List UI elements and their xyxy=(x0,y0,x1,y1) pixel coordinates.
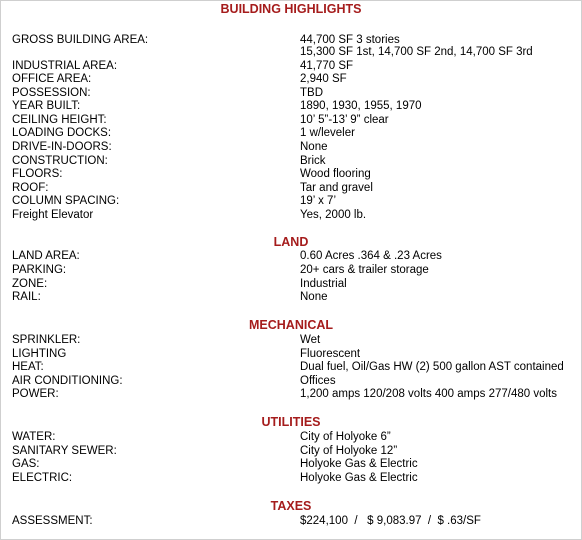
label-year-built: YEAR BUILT: xyxy=(12,100,81,112)
label-drive-in-doors: DRIVE-IN-DOORS: xyxy=(12,141,112,153)
value-floor-breakdown: 15,300 SF 1st, 14,700 SF 2nd, 14,700 SF 3rd xyxy=(300,46,533,58)
value-loading-docks: 1 w/leveler xyxy=(300,127,355,139)
value-drive-in-doors: None xyxy=(300,141,328,153)
label-possession: POSSESSION: xyxy=(12,87,91,99)
value-industrial-area: 41,770 SF xyxy=(300,60,354,72)
value-freight-elevator: Yes, 2000 lb. xyxy=(300,209,367,221)
value-heat: Dual fuel, Oil/Gas HW (2) 500 gallon AST contained xyxy=(300,361,564,373)
section-heading-utilities: UTILITIES xyxy=(261,415,321,429)
value-gas: Holyoke Gas & Electric xyxy=(300,458,418,470)
value-power: 1,200 amps 120/208 volts 400 amps 277/480 volts xyxy=(300,388,558,400)
value-zone: Industrial xyxy=(300,278,347,290)
label-floors: FLOORS: xyxy=(12,168,63,180)
value-column-spacing: 19’ x 7’ xyxy=(300,195,337,207)
value-electric: Holyoke Gas & Electric xyxy=(300,472,418,484)
value-possession: TBD xyxy=(300,87,323,99)
section-heading-mechanical: MECHANICAL xyxy=(248,318,334,332)
value-rail: None xyxy=(300,291,328,303)
section-heading-taxes: TAXES xyxy=(270,499,312,513)
label-power: POWER: xyxy=(12,388,59,400)
label-zone: ZONE: xyxy=(12,278,48,290)
label-assessment: ASSESSMENT: xyxy=(12,515,93,527)
label-industrial-area: INDUSTRIAL AREA: xyxy=(12,60,118,72)
label-rail: RAIL: xyxy=(12,291,41,303)
section-heading-building: BUILDING HIGHLIGHTS xyxy=(220,2,362,16)
value-floors: Wood flooring xyxy=(300,168,371,180)
value-air-conditioning: Offices xyxy=(300,375,336,387)
label-gas: GAS: xyxy=(12,458,40,470)
value-sanitary-sewer: City of Holyoke 12” xyxy=(300,445,398,457)
label-heat: HEAT: xyxy=(12,361,44,373)
value-year-built: 1890, 1930, 1955, 1970 xyxy=(300,100,422,112)
value-water: City of Holyoke 6” xyxy=(300,431,391,443)
value-land-area: 0.60 Acres .364 & .23 Acres xyxy=(300,250,442,262)
label-lighting: LIGHTING xyxy=(12,348,67,360)
section-heading-land: LAND xyxy=(273,235,309,249)
value-gross-building-area: 44,700 SF 3 stories xyxy=(300,34,400,46)
label-gross-building-area: GROSS BUILDING AREA: xyxy=(12,34,149,46)
value-construction: Brick xyxy=(300,155,326,167)
label-water: WATER: xyxy=(12,431,56,443)
value-ceiling-height: 10’ 5”-13’ 9” clear xyxy=(300,114,389,126)
label-office-area: OFFICE AREA: xyxy=(12,73,92,85)
label-land-area: LAND AREA: xyxy=(12,250,80,262)
label-parking: PARKING: xyxy=(12,264,67,276)
label-loading-docks: LOADING DOCKS: xyxy=(12,127,112,139)
label-air-conditioning: AIR CONDITIONING: xyxy=(12,375,123,387)
value-office-area: 2,940 SF xyxy=(300,73,347,85)
label-sanitary-sewer: SANITARY SEWER: xyxy=(12,445,117,457)
label-freight-elevator: Freight Elevator xyxy=(12,209,94,221)
label-ceiling-height: CEILING HEIGHT: xyxy=(12,114,107,126)
label-column-spacing: COLUMN SPACING: xyxy=(12,195,120,207)
value-sprinkler: Wet xyxy=(300,334,321,346)
value-assessment: $224,100 / $ 9,083.97 / $ .63/SF xyxy=(300,515,481,527)
label-roof: ROOF: xyxy=(12,182,49,194)
label-electric: ELECTRIC: xyxy=(12,472,73,484)
value-parking: 20+ cars & trailer storage xyxy=(300,264,429,276)
value-lighting: Fluorescent xyxy=(300,348,361,360)
label-construction: CONSTRUCTION: xyxy=(12,155,108,167)
label-sprinkler: SPRINKLER: xyxy=(12,334,81,346)
value-roof: Tar and gravel xyxy=(300,182,373,194)
